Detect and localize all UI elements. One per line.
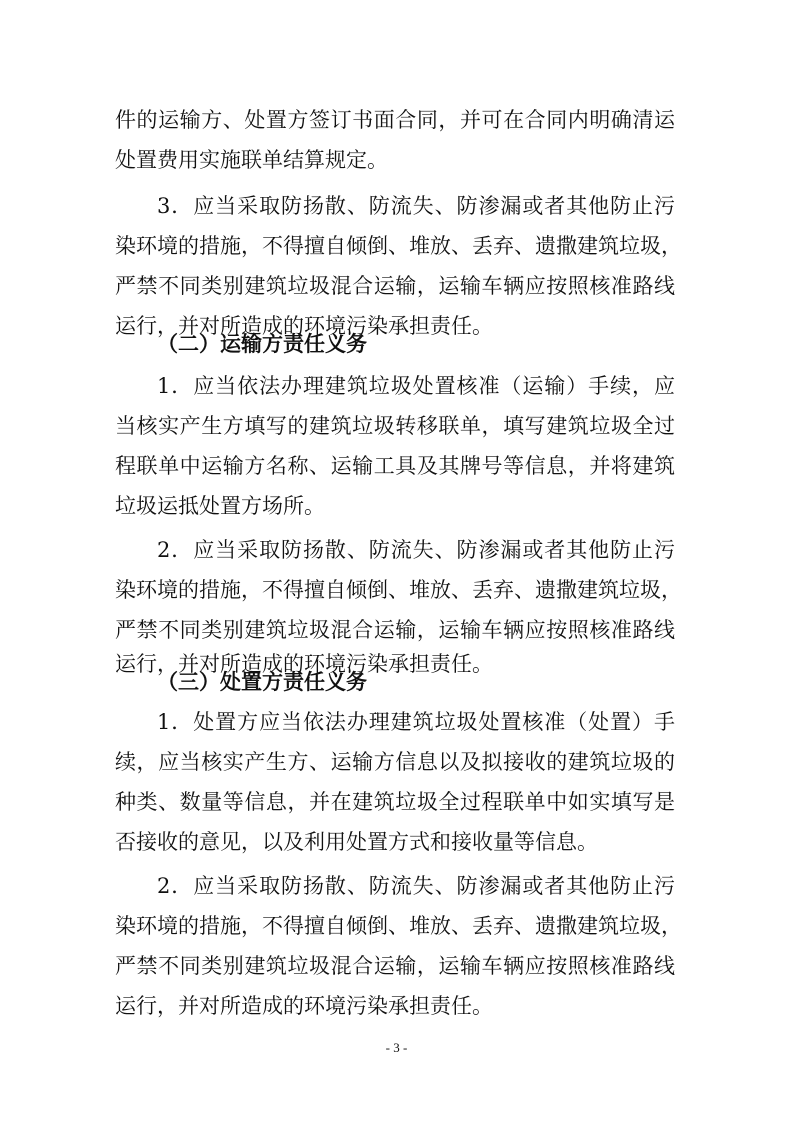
paragraph-line: 处置费用实施联单结算规定。 (115, 148, 388, 172)
section-heading-disposal: （三）处置方责任义务 (157, 670, 367, 694)
paragraph-line: 垃圾运抵处置方场所。 (115, 494, 325, 518)
paragraph-line: 否接收的意见，以及利用处置方式和接收量等信息。 (115, 830, 598, 854)
paragraph-line: 运行，并对所造成的环境污染承担责任。 (115, 652, 493, 676)
paragraph-line: 2．应当采取防扬散、防流失、防渗漏或者其他防止污 (157, 538, 675, 562)
section-heading-transport: （二）运输方责任义务 (157, 332, 367, 356)
paragraph-line: 种类、数量等信息，并在建筑垃圾全过程联单中如实填写是 (115, 790, 675, 814)
paragraph-line: 1．处置方应当依法办理建筑垃圾处置核准（处置）手 (157, 710, 675, 734)
paragraph-line: 严禁不同类别建筑垃圾混合运输，运输车辆应按照核准路线 (115, 274, 675, 298)
paragraph-line: 程联单中运输方名称、运输工具及其牌号等信息，并将建筑 (115, 454, 675, 478)
paragraph-line: 严禁不同类别建筑垃圾混合运输，运输车辆应按照核准路线 (115, 618, 675, 642)
page-number: - 3 - (385, 1040, 408, 1055)
paragraph-line: 当核实产生方填写的建筑垃圾转移联单，填写建筑垃圾全过 (115, 414, 675, 438)
paragraph-line: 运行，并对所造成的环境污染承担责任。 (115, 994, 493, 1018)
paragraph-line: 续，应当核实产生方、运输方信息以及拟接收的建筑垃圾的 (115, 750, 675, 774)
paragraph-line: 1．应当依法办理建筑垃圾处置核准（运输）手续，应 (157, 374, 675, 398)
paragraph-line: 2．应当采取防扬散、防流失、防渗漏或者其他防止污 (157, 874, 675, 898)
paragraph-line: 染环境的措施，不得擅自倾倒、堆放、丢弃、遗撒建筑垃圾， (115, 234, 682, 258)
paragraph-line: 件的运输方、处置方签订书面合同，并可在合同内明确清运 (115, 108, 675, 132)
paragraph-line: 3．应当采取防扬散、防流失、防渗漏或者其他防止污 (157, 194, 675, 218)
paragraph-line: 染环境的措施，不得擅自倾倒、堆放、丢弃、遗撒建筑垃圾， (115, 578, 682, 602)
paragraph-line: 运行，并对所造成的环境污染承担责任。 (115, 314, 493, 338)
paragraph-line: 染环境的措施，不得擅自倾倒、堆放、丢弃、遗撒建筑垃圾， (115, 914, 682, 938)
paragraph-line: 严禁不同类别建筑垃圾混合运输，运输车辆应按照核准路线 (115, 954, 675, 978)
